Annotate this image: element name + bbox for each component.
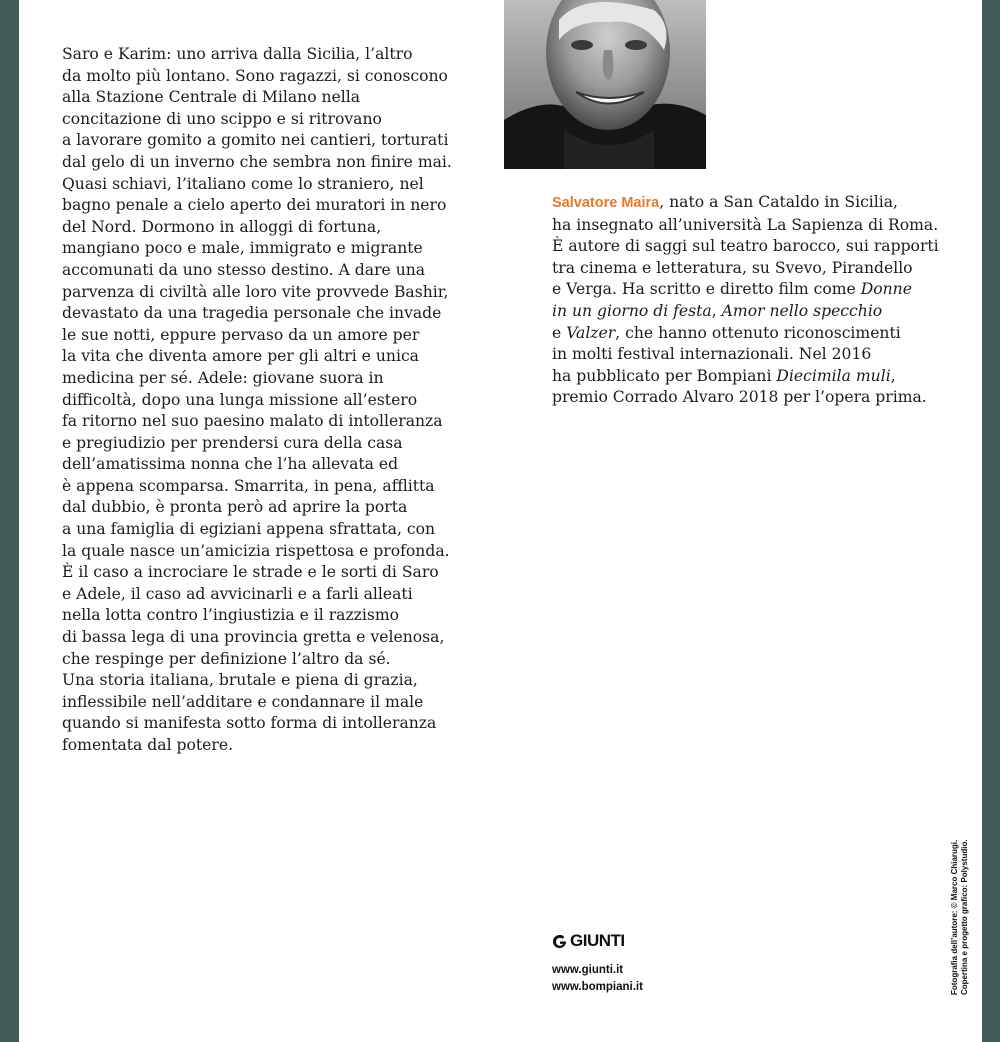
blurb-line: bagno penale a cielo aperto dei muratori in nero	[62, 196, 447, 215]
blurb-line: e Adele, il caso ad avvicinarli e a farli alleati	[62, 584, 413, 603]
book-back-cover	[19, 0, 982, 1042]
blurb-line: medicina per sé. Adele: giovane suora in	[62, 368, 384, 387]
blurb-line: Una storia italiana, brutale e piena di grazia,	[62, 671, 418, 690]
bio-line: Salvatore Maira, nato a San Cataldo in Sicilia,	[552, 193, 899, 211]
blurb-line: a lavorare gomito a gomito nei cantieri, torturati	[62, 131, 449, 150]
blurb-line: dell’amatissima nonna che l’ha allevata ed	[62, 455, 399, 474]
bio-line: È autore di saggi sul teatro barocco, sui rapporti	[552, 237, 939, 256]
blurb-line: concitazione di uno scippo e si ritrovano	[62, 109, 382, 128]
url-giunti: www.giunti.it	[552, 964, 624, 976]
blurb-line: quando si manifesta sotto forma di intolleranza	[62, 714, 437, 733]
blurb-line: è appena scomparsa. Smarrita, in pena, afflitta	[62, 476, 435, 495]
author-portrait	[504, 0, 706, 169]
bio-line: in molti festival internazionali. Nel 2016	[552, 345, 872, 364]
blurb-line: del Nord. Dormono in alloggi di fortuna,	[62, 217, 382, 236]
blurb-line: le sue notti, eppure pervaso da un amore per	[62, 325, 420, 344]
blurb-line: mangiano poco e male, immigrato e migrante	[62, 239, 423, 258]
blurb-line: accomunati da uno stesso destino. A dare una	[62, 260, 426, 279]
blurb-line: Saro e Karim: uno arriva dalla Sicilia, l’altro	[62, 45, 413, 63]
blurb-line: È il caso a incrociare le strade e le sorti di Saro	[62, 563, 439, 582]
blurb-line: alla Stazione Centrale di Milano nella	[62, 88, 361, 107]
blurb-line: fa ritorno nel suo paesino malato di intolleranza	[62, 412, 443, 431]
book-blurb	[62, 44, 482, 757]
blurb-line: che respinge per definizione l’altro da sé.	[62, 649, 391, 668]
credit-photo: Fotografia dell’autore: © Marco Chiarugi.	[950, 839, 959, 995]
author-name: Salvatore Maira	[552, 195, 660, 211]
blurb-line: nella lotta contro l’ingiustizia e il razzismo	[62, 606, 400, 625]
publisher-logo	[552, 931, 625, 951]
blurb-line: difficoltà, dopo una lunga missione all’estero	[62, 390, 418, 409]
blurb-line: dal dubbio, è pronta però ad aprire la porta	[62, 498, 408, 517]
blurb-line: devastato da una tragedia personale che invade	[62, 304, 442, 323]
blurb-line: la vita che diventa amore per gli altri e unica	[62, 347, 419, 366]
url-bompiani: www.bompiani.it	[552, 981, 643, 993]
author-photo	[504, 0, 706, 169]
photo-credits	[950, 839, 970, 995]
logo-text: GIUNTI	[570, 931, 625, 950]
bio-line: ha insegnato all’università La Sapienza di Roma.	[552, 215, 939, 234]
blurb-line: la quale nasce un’amicizia rispettosa e profonda.	[62, 541, 450, 560]
publisher-urls	[552, 962, 643, 996]
bio-line: e Verga. Ha scritto e diretto film come Donne	[552, 280, 912, 299]
blurb-line: di bassa lega di una provincia gretta e velenosa,	[62, 628, 445, 647]
blurb-line: Quasi schiavi, l’italiano come lo straniero, nel	[62, 174, 424, 193]
blurb-line: a una famiglia di egiziani appena sfrattata, con	[62, 520, 436, 539]
blurb-line: fomentata dal potere.	[62, 736, 234, 754]
bio-line: ha pubblicato per Bompiani Diecimila muli,	[552, 366, 896, 385]
credit-design: Copertina e progetto grafico: Polystudio.	[960, 839, 969, 995]
bio-line: e Valzer, che hanno ottenuto riconoscimenti	[552, 323, 901, 342]
blurb-line: dal gelo di un inverno che sembra non finire mai.	[62, 152, 452, 171]
author-bio	[552, 192, 962, 409]
blurb-line: e pregiudizio per prendersi cura della casa	[62, 433, 403, 452]
blurb-line: inflessibile nell’additare e condannare il male	[62, 692, 424, 711]
bio-line: in un giorno di festa, Amor nello specchio	[552, 301, 883, 320]
bio-line: tra cinema e letteratura, su Svevo, Pirandello	[552, 258, 913, 277]
blurb-line: parvenza di civiltà alle loro vite provvede Bashir,	[62, 282, 449, 301]
blurb-line: da molto più lontano. Sono ragazzi, si conoscono	[62, 66, 448, 85]
giunti-g-logo-icon	[552, 934, 567, 949]
bio-line: premio Corrado Alvaro 2018 per l’opera prima.	[552, 388, 927, 407]
